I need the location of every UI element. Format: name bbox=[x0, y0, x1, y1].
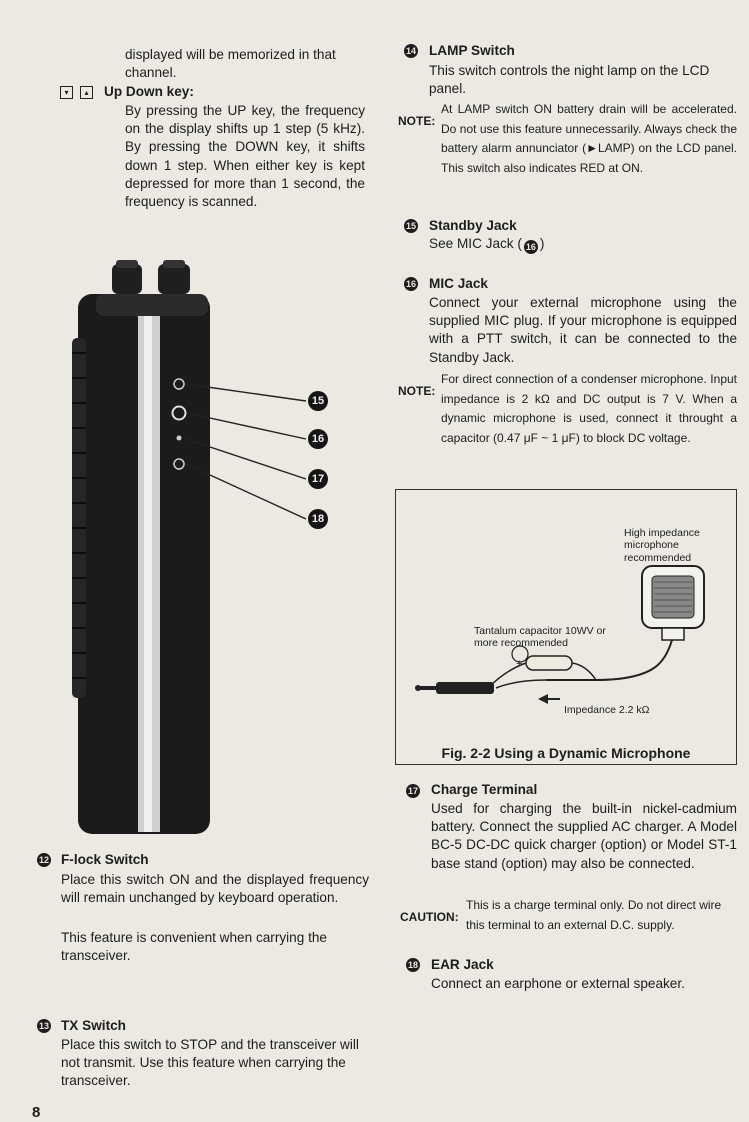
capacitor bbox=[526, 656, 572, 670]
standby-title: Standby Jack bbox=[429, 218, 517, 233]
right-knob bbox=[158, 264, 190, 294]
callout-17: 17 bbox=[308, 469, 328, 489]
mic-title: MIC Jack bbox=[429, 276, 488, 291]
up-key-icon: ▴ bbox=[80, 86, 93, 99]
charge-body: Used for charging the built-in nickel-cadmium battery. Connect the supplied AC charger. A Model BC-5 DC-DC quick charger (option) or Model ST-1 base stand (option) may also be connected. bbox=[431, 801, 737, 871]
callout-15: 15 bbox=[308, 391, 328, 411]
badge-16: 16 bbox=[405, 279, 416, 289]
microphone-diagram bbox=[396, 490, 736, 725]
lamp-title: LAMP Switch bbox=[429, 43, 515, 58]
badge-17: 17 bbox=[407, 786, 418, 796]
intro-text: displayed will be memorized in that channel. bbox=[125, 47, 336, 81]
ear-title: EAR Jack bbox=[431, 957, 494, 972]
mic-note: For direct connection of a condenser microphone. Input impedance is 2 kΩ and DC output is 7 V. When a dynamic microphone is used, connect it throught a capacitor (0.47 μF ~ 1 μF) to block DC voltage. bbox=[441, 372, 737, 445]
standby-ref-badge: 16 bbox=[525, 242, 536, 252]
plus-symbol: + bbox=[516, 658, 523, 670]
charge-terminal bbox=[177, 436, 182, 441]
flock-body-1: Place this switch ON and the displayed frequency will remain unchanged by keyboard operation. bbox=[61, 872, 369, 906]
standby-body-end: ) bbox=[539, 236, 545, 251]
transceiver-side-view bbox=[60, 258, 360, 838]
updown-title: Up Down key: bbox=[104, 84, 194, 99]
standby-body bbox=[429, 235, 544, 254]
badge-15: 15 bbox=[405, 221, 416, 231]
page-number: 8 bbox=[32, 1104, 41, 1121]
label-tantalum: Tantalum capacitor 10WV or more recommended bbox=[474, 624, 606, 649]
badge-18: 18 bbox=[407, 960, 418, 970]
standby-body-text: See MIC Jack ( bbox=[429, 236, 522, 251]
figure-caption: Fig. 2-2 Using a Dynamic Microphone bbox=[441, 745, 691, 761]
charge-title: Charge Terminal bbox=[431, 782, 538, 797]
left-knob bbox=[112, 264, 142, 294]
tx-body: Place this switch to STOP and the transceiver will not transmit. Use this feature when carrying the transceiver. bbox=[61, 1037, 359, 1089]
flock-title: F-lock Switch bbox=[61, 852, 149, 867]
tx-title: TX Switch bbox=[61, 1018, 126, 1033]
caution-label: CAUTION: bbox=[400, 910, 459, 924]
mic-note-label: NOTE: bbox=[398, 384, 436, 398]
label-impedance: Impedance 2.2 kΩ bbox=[564, 703, 650, 716]
updown-body: By pressing the UP key, the frequency on the display shifts up 1 step (5 kHz). By pressing the DOWN key, it shifts down 1 step. When either key is kept depressed for more than 1 second, the frequency is scanned. bbox=[125, 103, 365, 210]
figure-box bbox=[395, 489, 737, 765]
lamp-note-label: NOTE: bbox=[398, 114, 436, 128]
badge-14: 14 bbox=[405, 46, 416, 56]
badge-13: 13 bbox=[38, 1021, 49, 1031]
badge-12: 12 bbox=[38, 855, 49, 865]
lamp-body: This switch controls the night lamp on the LCD panel. bbox=[429, 63, 710, 97]
plug bbox=[436, 682, 494, 694]
down-key-icon: ▾ bbox=[60, 86, 73, 99]
caution-text: This is a charge terminal only. Do not direct wire this terminal to an external D.C. supply. bbox=[466, 898, 722, 932]
lamp-note: At LAMP switch ON battery drain will be accelerated. Do not use this feature unnecessarily. Always check the battery alarm annunciator (►LAMP) on the LCD panel. This switch also indicates RED at ON. bbox=[441, 102, 737, 175]
label-high-impedance: High impedance microphone recommended bbox=[624, 526, 700, 564]
callout-16: 16 bbox=[308, 429, 328, 449]
mic-body: Connect your external microphone using the supplied MIC plug. If your microphone is equipped with a PTT switch, it can be connected to the Standby Jack. bbox=[429, 295, 737, 365]
ear-body: Connect an earphone or external speaker. bbox=[431, 976, 685, 991]
flock-body-2: This feature is convenient when carrying the transceiver. bbox=[61, 930, 327, 964]
callout-18: 18 bbox=[308, 509, 328, 529]
